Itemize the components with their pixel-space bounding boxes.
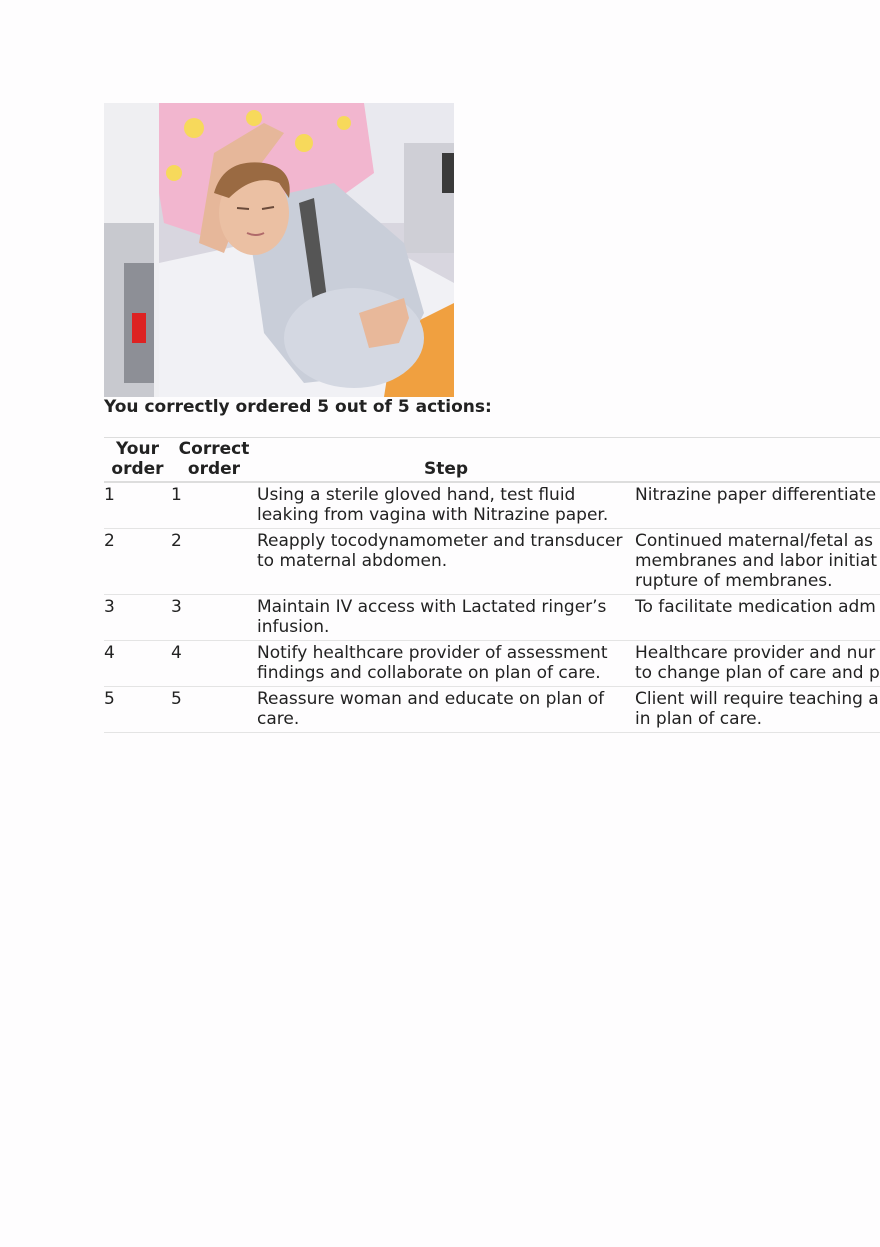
header-your-order: Your order — [104, 438, 171, 483]
correct-order-cell: 4 — [171, 641, 257, 687]
correct-order-cell: 3 — [171, 595, 257, 641]
your-order-cell: 5 — [104, 687, 171, 733]
table-row — [104, 687, 880, 733]
table-row — [104, 482, 880, 529]
rationale-cell: Client will require teaching a in plan of care. — [635, 687, 880, 733]
your-order-cell: 3 — [104, 595, 171, 641]
table-row — [104, 595, 880, 641]
rationale-cell: Nitrazine paper differentiate — [635, 482, 880, 529]
correct-order-cell: 2 — [171, 529, 257, 595]
pregnant-woman-in-hospital-bed-image — [104, 103, 454, 397]
step-cell: Notify healthcare provider of assessment findings and collaborate on plan of care. — [257, 641, 635, 687]
your-order-cell: 1 — [104, 482, 171, 529]
table-row — [104, 529, 880, 595]
your-order-cell: 4 — [104, 641, 171, 687]
table-header-row — [104, 438, 880, 483]
step-cell: Using a sterile gloved hand, test fluid leaking from vagina with Nitrazine paper. — [257, 482, 635, 529]
step-cell: Maintain IV access with Lactated ringer’s infusion. — [257, 595, 635, 641]
step-cell: Reassure woman and educate on plan of care. — [257, 687, 635, 733]
header-rationale — [635, 438, 880, 483]
rationale-cell: Healthcare provider and nur to change plan of care and p — [635, 641, 880, 687]
rationale-cell: To facilitate medication adm — [635, 595, 880, 641]
correct-order-cell: 1 — [171, 482, 257, 529]
table-row — [104, 641, 880, 687]
header-correct-order: Correct order — [171, 438, 257, 483]
patient-photo — [104, 103, 454, 397]
results-heading: You correctly ordered 5 out of 5 actions: — [104, 397, 492, 417]
step-cell: Reapply tocodynamometer and transducer to maternal abdomen. — [257, 529, 635, 595]
header-step: Step — [257, 438, 635, 483]
your-order-cell: 2 — [104, 529, 171, 595]
results-table — [104, 437, 880, 733]
correct-order-cell: 5 — [171, 687, 257, 733]
rationale-cell: Continued maternal/fetal as membranes and labor initiat rupture of membranes. — [635, 529, 880, 595]
